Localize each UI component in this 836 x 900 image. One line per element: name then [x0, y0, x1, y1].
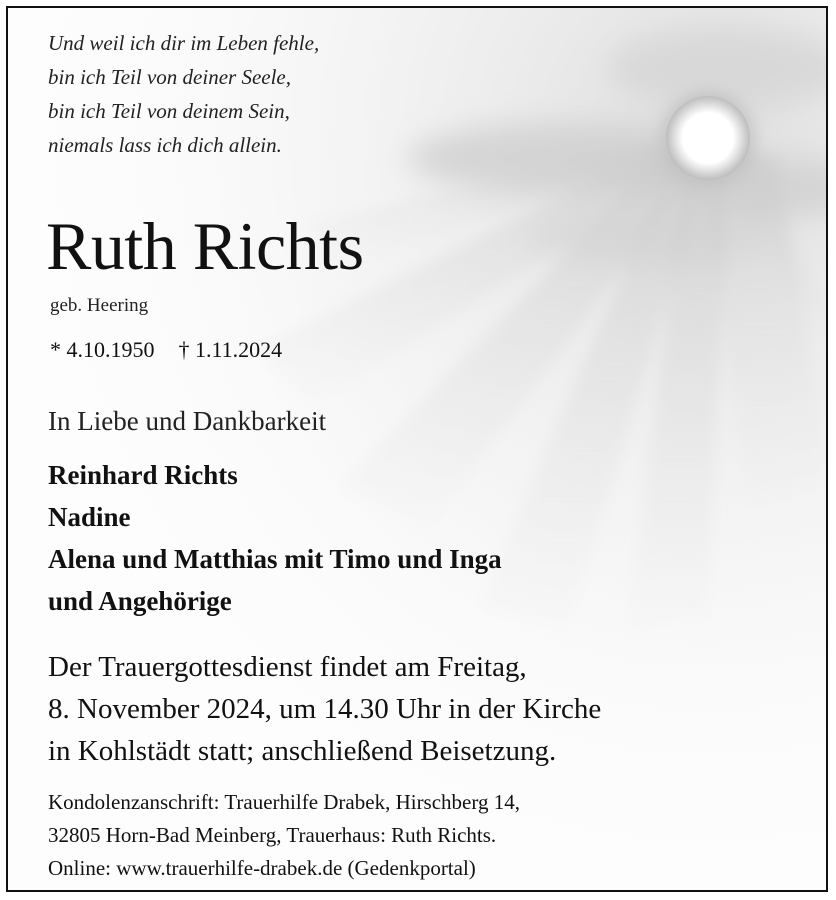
poem-line: Und weil ich dir im Leben fehle, — [48, 31, 320, 55]
life-dates — [50, 336, 282, 364]
deceased-name: Ruth Richts — [46, 208, 364, 284]
obituary-content — [8, 8, 826, 890]
birth-name: geb. Heering — [50, 295, 149, 316]
mourner-name: und Angehörige — [48, 586, 232, 616]
poem — [48, 26, 319, 162]
mourner-name: Alena und Matthias mit Timo und Inga — [48, 544, 502, 574]
contact-line: 32805 Horn-Bad Meinberg, Trauerhaus: Ruth Richts. — [48, 823, 497, 847]
poem-line: niemals lass ich dich allein. — [48, 133, 282, 157]
mourners-intro: In Liebe und Dankbarkeit — [48, 406, 327, 436]
poem-line: bin ich Teil von deinem Sein, — [48, 99, 290, 123]
contact-line: Kondolenzanschrift: Trauerhilfe Drabek, Hirschberg 14, — [48, 790, 520, 814]
service-line: 8. November 2024, um 14.30 Uhr in der Kirche — [48, 693, 602, 725]
obituary-card — [6, 6, 828, 892]
mourners-list — [48, 454, 502, 622]
condolence-contact — [48, 786, 520, 885]
service-line: in Kohlstädt statt; anschließend Beisetzung. — [48, 735, 557, 767]
mourner-name: Reinhard Richts — [48, 460, 238, 490]
poem-line: bin ich Teil von deiner Seele, — [48, 65, 291, 89]
birth-date: * 4.10.1950 — [50, 337, 155, 362]
funeral-service-info — [48, 646, 601, 772]
service-line: Der Trauergottesdienst findet am Freitag, — [48, 651, 527, 683]
contact-line: Online: www.trauerhilfe-drabek.de (Gedenkportal) — [48, 856, 476, 880]
death-date: † 1.11.2024 — [178, 337, 283, 362]
mourner-name: Nadine — [48, 502, 131, 532]
